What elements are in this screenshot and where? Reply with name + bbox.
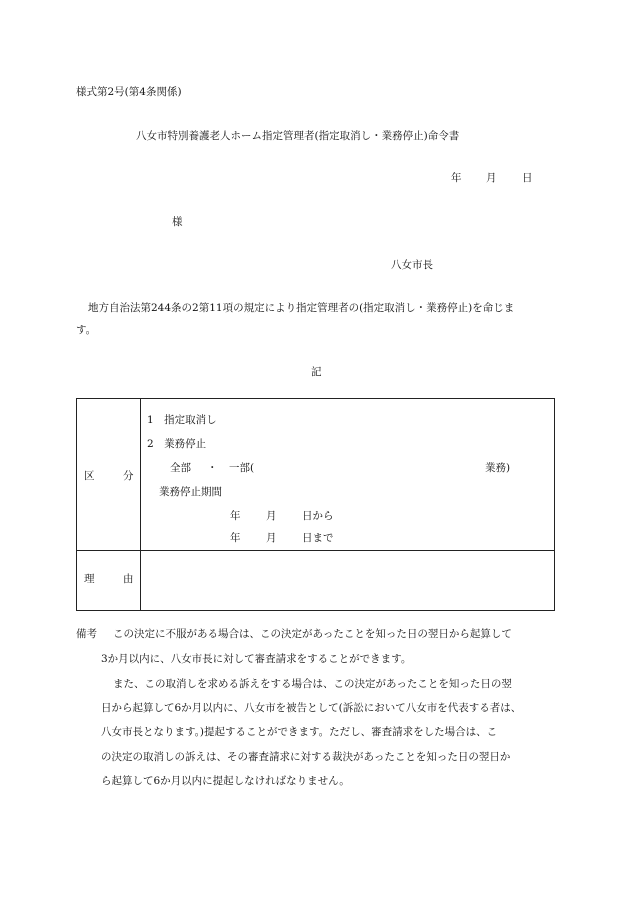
notes-line-6: の決定の取消しの訴えは、その審査請求に対する裁決があったことを知った日の翌日か <box>101 751 511 763</box>
period-from-year: 年 <box>230 510 241 522</box>
body-text-line-1: 地方自治法第244条の2第11項の規定により指定管理者の(指定取消し・業務停止)を命じま <box>88 302 515 314</box>
option-suspension: 2 業務停止 <box>147 438 207 450</box>
order-table <box>76 398 555 611</box>
notes-line-3: また、この取消しを求める訴えをする場合は、この決定があったことを知った日の翌 <box>113 678 512 690</box>
notes-line-4: 日から起算して6か月以内に、八女市を被告として(訴訟において八女市を代表する者は、 <box>101 702 522 714</box>
date-day: 日 <box>522 172 533 184</box>
ki-heading: 記 <box>311 366 322 378</box>
period-to-month: 月 <box>266 532 277 544</box>
addressee-suffix: 様 <box>172 216 183 228</box>
period-to-day: 日まで <box>302 532 334 544</box>
body-text-line-2: す。 <box>76 324 97 336</box>
date-year: 年 <box>451 172 462 184</box>
period-from-day: 日から <box>302 510 334 522</box>
row-label-reason-a: 理 <box>84 573 95 585</box>
row-label-category-b: 分 <box>123 470 134 482</box>
notes-line-7: ら起算して6か月以内に提起しなければなりません。 <box>101 775 350 787</box>
notes-label: 備考 <box>76 628 97 640</box>
scope-end: 業務) <box>485 462 511 474</box>
notes-line-1: この決定に不服がある場合は、この決定があったことを知った日の翌日から起算して <box>113 628 512 640</box>
row-label-category-a: 区 <box>84 470 95 482</box>
period-from-month: 月 <box>266 510 277 522</box>
form-number: 様式第2号(第4条関係) <box>76 86 182 98</box>
option-revocation: 1 指定取消し <box>147 414 217 426</box>
document-title: 八女市特別養護老人ホーム指定管理者(指定取消し・業務停止)命令書 <box>136 130 460 142</box>
scope-separator: ・ <box>207 462 218 474</box>
issuer: 八女市長 <box>391 259 433 271</box>
notes-line-2: 3か月以内に、八女市長に対して審査請求をすることができます。 <box>101 653 412 665</box>
period-to-year: 年 <box>230 532 241 544</box>
table-divider-vertical <box>140 399 141 610</box>
suspension-period-label: 業務停止期間 <box>159 486 222 498</box>
row-label-reason-b: 由 <box>123 573 134 585</box>
table-divider-horizontal <box>77 550 554 551</box>
date-month: 月 <box>486 172 497 184</box>
scope-part: 一部( <box>229 462 255 474</box>
notes-line-5: 八女市長となります。)提起することができます。ただし、審査請求をした場合は、こ <box>101 726 498 738</box>
scope-all: 全部 <box>170 462 191 474</box>
